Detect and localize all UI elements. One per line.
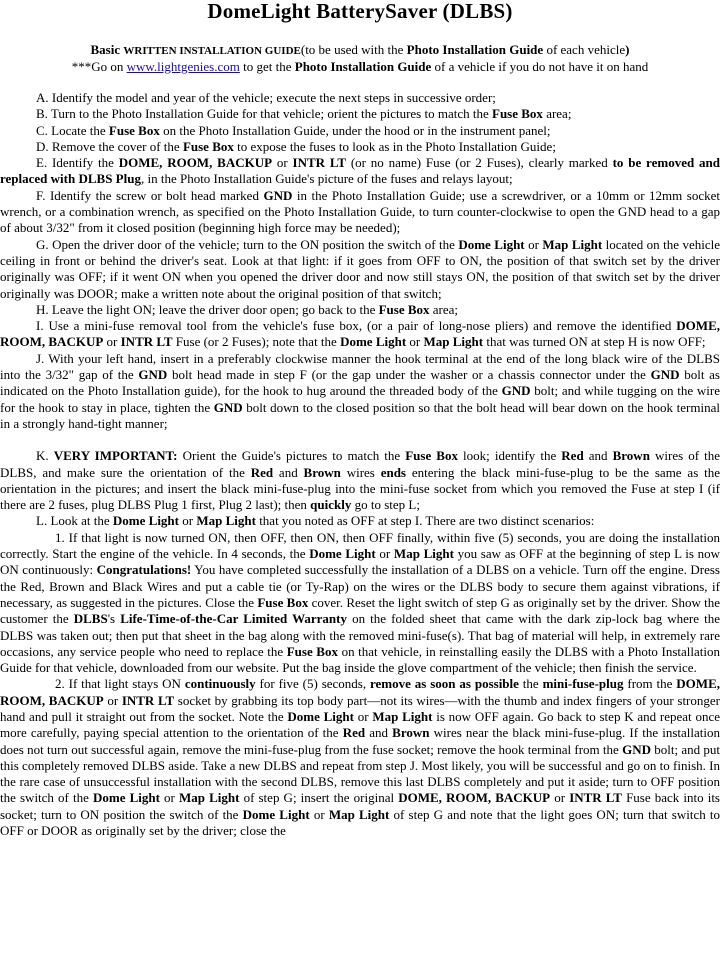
bold-text: Map Light xyxy=(196,513,256,529)
bold-text: GND xyxy=(501,383,531,399)
text-run: bolt head made in step F (or the gap under the washer or a chassis connector under the xyxy=(167,367,651,383)
bold-text: Map Light xyxy=(423,334,484,350)
step-b xyxy=(0,106,720,122)
subtitle-paren: ) xyxy=(625,42,630,57)
bold-text: Red xyxy=(342,725,366,741)
bold-text: remove as soon as possible xyxy=(370,676,519,692)
bold-text: Dome Light xyxy=(242,806,310,822)
text-run: G. Open the driver door of the vehicle; turn to the ON position the switch of the xyxy=(36,236,459,252)
bold-text: continuously xyxy=(184,676,256,692)
bold-text: Fuse Box xyxy=(108,122,160,138)
bold-text: Dome Light xyxy=(458,236,525,252)
bold-text: INTR LT xyxy=(292,155,346,171)
text-run: H. Leave the light ON; leave the driver door open; go back to the xyxy=(36,301,379,317)
bold-text: Brown xyxy=(392,725,430,741)
text-run: Orient the Guide's pictures to match the xyxy=(177,448,406,464)
text-run: you saw as OFF at the beginning of step L is now ON continuously: xyxy=(0,546,720,578)
bold-text: GND xyxy=(650,367,680,383)
text-run: or xyxy=(309,806,329,822)
bold-text: Map Light xyxy=(179,790,240,806)
bold-text: GND xyxy=(263,187,293,203)
subtitle-text: (to be used with the xyxy=(300,42,407,57)
subtitle-guide-caps: WRITTEN INSTALLATION GUIDE xyxy=(123,45,301,57)
bold-text: Map Light xyxy=(542,236,603,252)
text-run: on that vehicle, in reinstalling easily the DLBS with a Photo Installation Guide for that vehicle, downloaded from our website. Put the bag inside the glove compartment of the vehicle; then finish the service. xyxy=(0,643,720,676)
subtitle-text: of a vehicle if you do not have it on hand xyxy=(431,59,649,74)
text-run: Fuse (or 2 Fuses); note that the xyxy=(172,334,341,350)
subtitle-text: to get the xyxy=(239,59,295,74)
text-run: F. Identify the screw or bolt head marked xyxy=(36,187,264,203)
scenario-1 xyxy=(0,530,720,677)
text-run: that you noted as OFF at step I. There are two distinct scenarios: xyxy=(255,513,595,529)
text-run: in the Photo Installation Guide; use a screwdriver, or a 10mm or 12mm socket wrench, or a combination wrench, as specified on the Photo Installation Guide, to turn counter-clockwise to open the GND head to a gap of about 3/32" from it closed position (beginning high force may be needed); xyxy=(0,187,720,236)
bold-text: DOME, ROOM, BACKUP xyxy=(0,676,720,708)
text-run: bolt; and while tugging on the wire for the hook to stay in place, tighten the xyxy=(0,383,720,415)
text-run: wires of the DLBS, and make sure the orientation of the xyxy=(0,448,720,480)
text-run: and xyxy=(365,725,393,741)
text-run: or xyxy=(103,692,122,708)
text-run: 1. If that light is now turned ON, then OFF, then ON, then OFF finally, within five (5) seconds, you are doing the installation correctly. Start the engine of the vehicle. In 4 seconds, the xyxy=(0,529,720,562)
step-l xyxy=(0,513,720,529)
text-run: 's xyxy=(107,611,121,627)
bold-text: Red xyxy=(561,448,584,464)
bold-text: Fuse Box xyxy=(182,138,234,154)
text-run: of step G; insert the original xyxy=(239,790,399,806)
step-k xyxy=(0,448,720,513)
text-run: look; identify the xyxy=(457,448,562,464)
text-run: E. Identify the xyxy=(36,155,119,171)
step-c xyxy=(0,123,720,139)
bold-text: Life-Time-of-the-Car Limited Warranty xyxy=(120,611,347,627)
bold-text: ends xyxy=(380,464,406,480)
bold-text: INTR LT xyxy=(120,334,173,350)
text-run: or xyxy=(524,236,543,252)
text-run: You have completed successfully the installation of a DLBS on a vehicle. Turn off the engine. Dress the Red, Brown and Black Wires and put a cable tie (or Ty-Rap) on the wires or the DLBS body to secure them against vibrations, if necessary, as suggested in the pictures. Close the xyxy=(0,562,720,610)
step-e xyxy=(0,155,720,188)
bold-text: Map Light xyxy=(372,708,433,724)
text-run: K. xyxy=(36,448,54,464)
text-run: or xyxy=(272,155,293,171)
text-run: area; xyxy=(542,106,572,122)
subtitle-text: ***Go on xyxy=(71,59,127,74)
bold-text: Fuse Box xyxy=(257,594,309,610)
bold-text: Dome Light xyxy=(340,334,407,350)
text-run: bolt down to the closed position so that the bolt head will bear down on the hook terminal in a strongly hand-tight manner; xyxy=(0,399,720,431)
bold-text: DOME, ROOM, BACKUP xyxy=(0,318,720,350)
subtitle-photo-guide: Photo Installation Guide xyxy=(294,59,432,74)
text-run: or xyxy=(159,790,179,806)
bold-text: INTR LT xyxy=(569,790,622,806)
instruction-list xyxy=(0,90,720,839)
text-run: the xyxy=(518,676,543,692)
bold-text: Fuse Box xyxy=(492,106,543,122)
bold-text: DOME, ROOM, BACKUP xyxy=(398,790,551,806)
text-run: on the Photo Installation Guide, under the hood or in the instrument panel; xyxy=(159,122,551,138)
bold-text: Congratulations! xyxy=(96,562,192,578)
bold-text: mini-fuse-plug xyxy=(542,676,624,692)
text-run: or xyxy=(179,513,197,529)
bold-text: Map Light xyxy=(393,546,454,562)
bold-text: Map Light xyxy=(328,806,390,822)
text-run: is now OFF again. Go back to step K and repeat once more carefully, paying special attention to the orientation of the xyxy=(0,708,720,741)
subtitle-line-1 xyxy=(0,42,720,59)
text-run: bolt as indicated on the Photo Installation guide), for the hook to hug around the threaded body of the xyxy=(0,367,720,399)
scenario-2 xyxy=(0,676,720,839)
subtitle-basic: Basic xyxy=(90,42,124,57)
text-run: go to step L; xyxy=(351,497,420,513)
bold-text: Brown xyxy=(612,448,650,464)
step-g xyxy=(0,237,720,302)
document-title: DomeLight BatterySaver (DLBS) xyxy=(207,0,513,23)
bold-text: Red xyxy=(250,464,274,480)
text-run: D. Remove the cover of the xyxy=(36,138,183,154)
text-run: B. Turn to the Photo Installation Guide for that vehicle; orient the pictures to match the xyxy=(36,106,493,122)
text-run: that was turned ON at step H is now OFF; xyxy=(483,334,706,350)
text-run: for five (5) seconds, xyxy=(255,676,370,692)
bold-text: DOME, ROOM, BACKUP xyxy=(118,155,273,171)
text-run: C. Locate the xyxy=(36,122,109,138)
bold-text: Dome Light xyxy=(309,546,376,562)
step-h xyxy=(0,302,720,318)
step-j xyxy=(0,351,720,432)
bold-text: VERY IMPORTANT: xyxy=(53,448,178,464)
bold-text: Fuse Box xyxy=(378,301,430,317)
text-run: or xyxy=(375,546,394,562)
subtitle-line-2 xyxy=(0,59,720,75)
subtitle-text: of each vehicle xyxy=(543,42,626,57)
text-run: wires near the black mini-fuse-plug. If the installation does not turn out successful again, remove the mini-fuse-plug from the fuse socket; remove the hook terminal from the xyxy=(0,725,720,757)
bold-text: Fuse Box xyxy=(405,448,458,464)
bold-text: DLBS xyxy=(73,611,108,627)
bold-text: GND xyxy=(622,741,651,757)
website-link[interactable]: www.lightgenies.com xyxy=(126,59,240,74)
text-run: area; xyxy=(429,301,459,317)
bold-text: GND xyxy=(213,399,243,415)
text-run: from the xyxy=(623,676,677,692)
text-run: A. Identify the model and year of the vehicle; execute the next steps in successive order; xyxy=(36,90,496,105)
text-run: (or no name) Fuse (or 2 Fuses), clearly marked xyxy=(346,155,613,171)
text-run: or xyxy=(103,334,121,350)
text-run: or xyxy=(406,334,424,350)
subtitle-photo-guide: Photo Installation Guide xyxy=(406,42,544,57)
bold-text: quickly xyxy=(310,497,352,513)
bold-text: Dome Light xyxy=(112,513,179,529)
text-run: I. Use a mini-fuse removal tool from the vehicle's fuse box, (or a pair of long-nose pliers) and remove the identified xyxy=(36,318,677,334)
bold-text: GND xyxy=(138,367,168,383)
text-run: of step G and note that the light goes ON; turn that switch to OFF or DOOR as originally set by the driver; close the xyxy=(0,806,720,839)
bold-text: to be removed and replaced with DLBS Plug xyxy=(0,155,720,187)
bold-text: Dome Light xyxy=(92,790,160,806)
text-run: or xyxy=(550,790,570,806)
text-run: 2. If that light stays ON xyxy=(55,676,185,692)
text-run: on the folded sheet that came with the dark zip-lock bag where the DLBS was taken out; then put that sheet in the bag along with the removed mini-fuse(s). That bag of material will help, in extremely rare occasions, any service people who need to replace the xyxy=(0,611,720,659)
text-run: entering the black mini-fuse-plug to be the same as the orientation in the pictures; and insert the black mini-fuse-plug into the mini-fuse socket from which you removed the Fuse at step I (if there are 2 fuses, plug DLBS Plug 1 first, Plug 2 last); then xyxy=(0,464,720,513)
step-f xyxy=(0,188,720,237)
text-run: and xyxy=(583,448,613,464)
text-run: L. Look at the xyxy=(36,513,113,529)
step-i xyxy=(0,318,720,351)
bold-text: Dome Light xyxy=(287,708,354,724)
bold-text: Fuse Box xyxy=(286,643,338,659)
bold-text: Brown xyxy=(303,464,341,480)
text-run: to expose the fuses to look as in the Photo Installation Guide; xyxy=(233,138,556,154)
text-run: J. With your left hand, insert in a preferably clockwise manner the hook terminal at the end of the long black wire of the DLBS into the 3/32" gap of the xyxy=(0,350,720,383)
text-run: and xyxy=(273,464,304,480)
text-run: located on the vehicle ceiling in front or behind the driver's seat. Look at that light: if it goes from OFF to ON, the position of that switch set by the driver originally was OFF; if it went ON when you opened the driver door and now still stays ON, the position of that switch set by the driver originally was DOOR; make a written note about the original position of that switch; xyxy=(0,236,720,301)
step-a xyxy=(0,90,720,106)
text-run: wires xyxy=(340,464,381,480)
text-run: , in the Photo Installation Guide's picture of the fuses and relays layout; xyxy=(140,171,513,187)
text-run: bolt; and put this completely removed DLBS aside. Take a new DLBS and repeat from step J. Most likely, you will be successful and go on to finish. In the rare case of unsuccessful installation with the second DLBS, remove this last DLBS completely and put it aside; turn to OFF position the switch of the xyxy=(0,741,720,806)
bold-text: INTR LT xyxy=(121,692,175,708)
step-d xyxy=(0,139,720,155)
text-run: or xyxy=(353,708,373,724)
text-run: cover. Reset the light switch of step G as originally set by the driver. Show the customer the xyxy=(0,594,720,627)
text-run: Fuse back into its socket; turn to ON position the switch of the xyxy=(0,790,720,822)
text-run: socket by grabbing its top body part—not its wires—with the thumb and index fingers of your stronger hand and pull it straight out from the socket. Note the xyxy=(0,692,720,724)
